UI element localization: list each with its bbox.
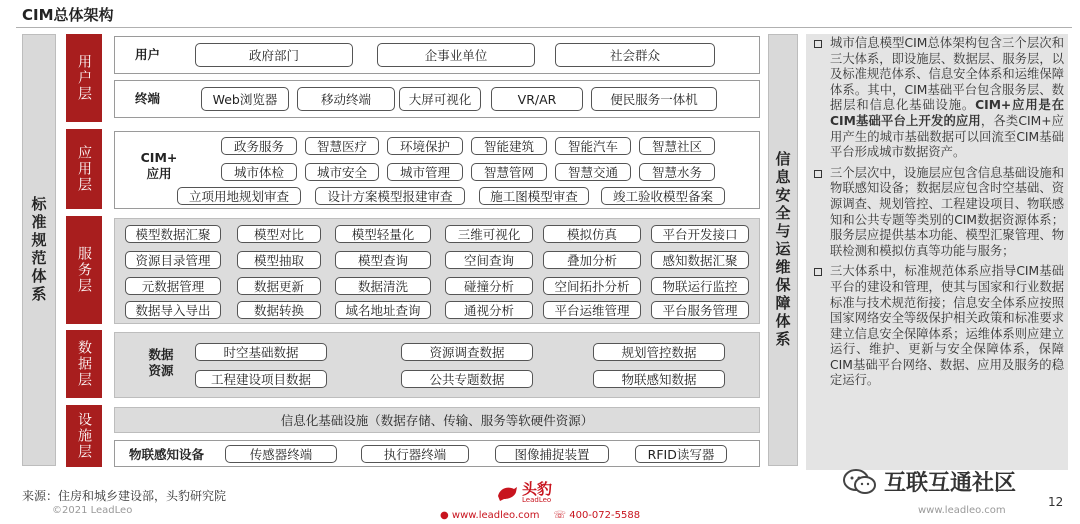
bullet-square-icon [814,268,822,276]
layer-application: 应用层 [66,129,102,209]
layer-data: 数据层 [66,330,102,398]
app-item: 立项用地规划审查 [177,187,301,205]
notes-panel [806,34,1068,470]
security-column-label: 信息安全与运维保障体系 [773,151,792,349]
bullet-square-icon [814,170,822,178]
infrastructure-label: 信息化基础设施（数据存储、传输、服务等软硬件资源） [280,413,594,428]
terminal-item: 大屏可视化 [399,87,481,111]
service-item: 模拟仿真 [543,225,641,243]
cim-app-label: CIM+ 应用 [140,150,178,182]
service-item: 数据转换 [237,301,321,319]
service-item: 三维可视化 [445,225,533,243]
service-item: 模型数据汇聚 [125,225,221,243]
security-column [768,34,798,466]
app-item: 城市管理 [387,163,463,181]
iot-item: RFID读写器 [635,445,727,463]
service-item: 空间拓扑分析 [543,277,641,295]
app-item: 智慧社区 [639,137,715,155]
page-number: 12 [1048,495,1064,509]
terminal-item: Web浏览器 [201,87,289,111]
layer-facility: 设施层 [66,405,102,467]
app-item: 智能建筑 [471,137,547,155]
service-item: 叠加分析 [543,251,641,269]
iot-row [114,440,760,467]
service-item: 通视分析 [445,301,533,319]
terminal-row [114,80,760,118]
app-item: 城市体检 [221,163,297,181]
app-item: 智慧管网 [471,163,547,181]
app-item: 智慧水务 [639,163,715,181]
website-link[interactable]: ● www.leadleo.com [440,510,540,521]
app-item: 政务服务 [221,137,297,155]
leopard-logo-icon [496,484,518,502]
data-item: 物联感知数据 [593,370,725,388]
service-item: 数据导入导出 [125,301,221,319]
iot-item: 传感器终端 [225,445,337,463]
terminal-row-label: 终端 [135,91,161,106]
service-row [114,218,760,324]
source-note: 来源：住房和城乡建设部，头豹研究院 [22,489,227,503]
service-item: 域名地址查询 [335,301,431,319]
service-item: 元数据管理 [125,277,221,295]
app-item: 智能汽车 [555,137,631,155]
wechat-icon [842,468,878,496]
service-item: 模型轻量化 [335,225,431,243]
service-item: 数据更新 [237,277,321,295]
data-item: 公共专题数据 [401,370,533,388]
footer-website: www.leadleo.com [918,505,1006,516]
service-item: 平台服务管理 [651,301,749,319]
service-item: 平台开发接口 [651,225,749,243]
page-title: CIM总体架构 [22,6,114,24]
contact-info [440,510,640,521]
infrastructure-row [114,407,760,433]
standards-column-label: 标准规范体系 [29,196,48,304]
terminal-item: 便民服务一体机 [591,87,717,111]
service-item: 模型对比 [237,225,321,243]
data-item: 资源调查数据 [401,343,533,361]
user-item: 社会群众 [555,43,715,67]
service-item: 模型查询 [335,251,431,269]
iot-item: 图像捕捉装置 [495,445,609,463]
app-item: 环境保护 [387,137,463,155]
app-item: 智慧交通 [555,163,631,181]
layer-user: 用户层 [66,34,102,122]
data-item: 规划管控数据 [593,343,725,361]
note-paragraph: 三个层次中，设施层应包含信息基础设施和物联感知设备；数据层应包含时空基础、资源调查、规划管控、工程建设项目、物联感知和公共专题等类别的CIM数据资源体系；服务层应提供基本功能、模型汇聚管理、物联检测和模拟仿真等功能与服务； [810,166,1064,260]
phone-number: ☏ 400-072-5588 [553,510,641,521]
standards-column [22,34,56,466]
iot-item: 执行器终端 [361,445,469,463]
copyright: ©2021 LeadLeo [52,505,133,516]
service-item: 数据清洗 [335,277,431,295]
data-item: 时空基础数据 [195,343,327,361]
data-item: 工程建设项目数据 [195,370,327,388]
app-item: 施工图模型审查 [479,187,589,205]
iot-label: 物联感知设备 [129,447,205,462]
service-item: 碰撞分析 [445,277,533,295]
service-item: 物联运行监控 [651,277,749,295]
note-paragraph: 城市信息模型CIM总体架构包含三个层次和三大体系，即设施层、数据层、服务层，以及标准规范体系、信息安全体系和运维保障体系。其中，CIM基础平台包含服务层、数据层和信息化基础设施。CIM+应用是在CIM基础平台上开发的应用，各类CIM+应用产生的城市基础数据可以回流至CIM基础平台形成城市数据资产。 [810,36,1064,161]
user-item: 企事业单位 [377,43,535,67]
service-item: 空间查询 [445,251,533,269]
data-resources-label: 数据 资源 [148,347,174,379]
data-row [114,332,760,398]
service-item: 模型抽取 [237,251,321,269]
service-item: 感知数据汇聚 [651,251,749,269]
user-row [114,36,760,74]
app-item: 竣工验收模型备案 [601,187,725,205]
user-item: 政府部门 [195,43,353,67]
note-paragraph: 三大体系中，标准规范体系应指导CIM基础平台的建设和管理，使其与国家和行业数据标准与技术规范衔接；信息安全体系应按照国家网络安全等级保护相关政策和标准要求建立信息安全保障体系；运维体系则应建立运行、维护、更新与安全保障体系，保障CIM基础平台网络、数据、应用及服务的稳定运行。 [810,264,1064,389]
cim-application-row [114,131,760,209]
user-row-label: 用户 [135,47,161,62]
service-item: 平台运维管理 [543,301,641,319]
terminal-item: VR/AR [491,87,583,111]
app-item: 设计方案模型报建审查 [315,187,465,205]
leadleo-logo: 头豹 LeadLeo [496,482,552,504]
service-item: 资源目录管理 [125,251,221,269]
app-item: 城市安全 [305,163,379,181]
app-item: 智慧医疗 [305,137,379,155]
layer-service: 服务层 [66,216,102,324]
terminal-item: 移动终端 [297,87,395,111]
community-watermark: 互联互通社区 [842,466,1016,497]
bullet-square-icon [814,40,822,48]
title-divider [16,27,1072,28]
